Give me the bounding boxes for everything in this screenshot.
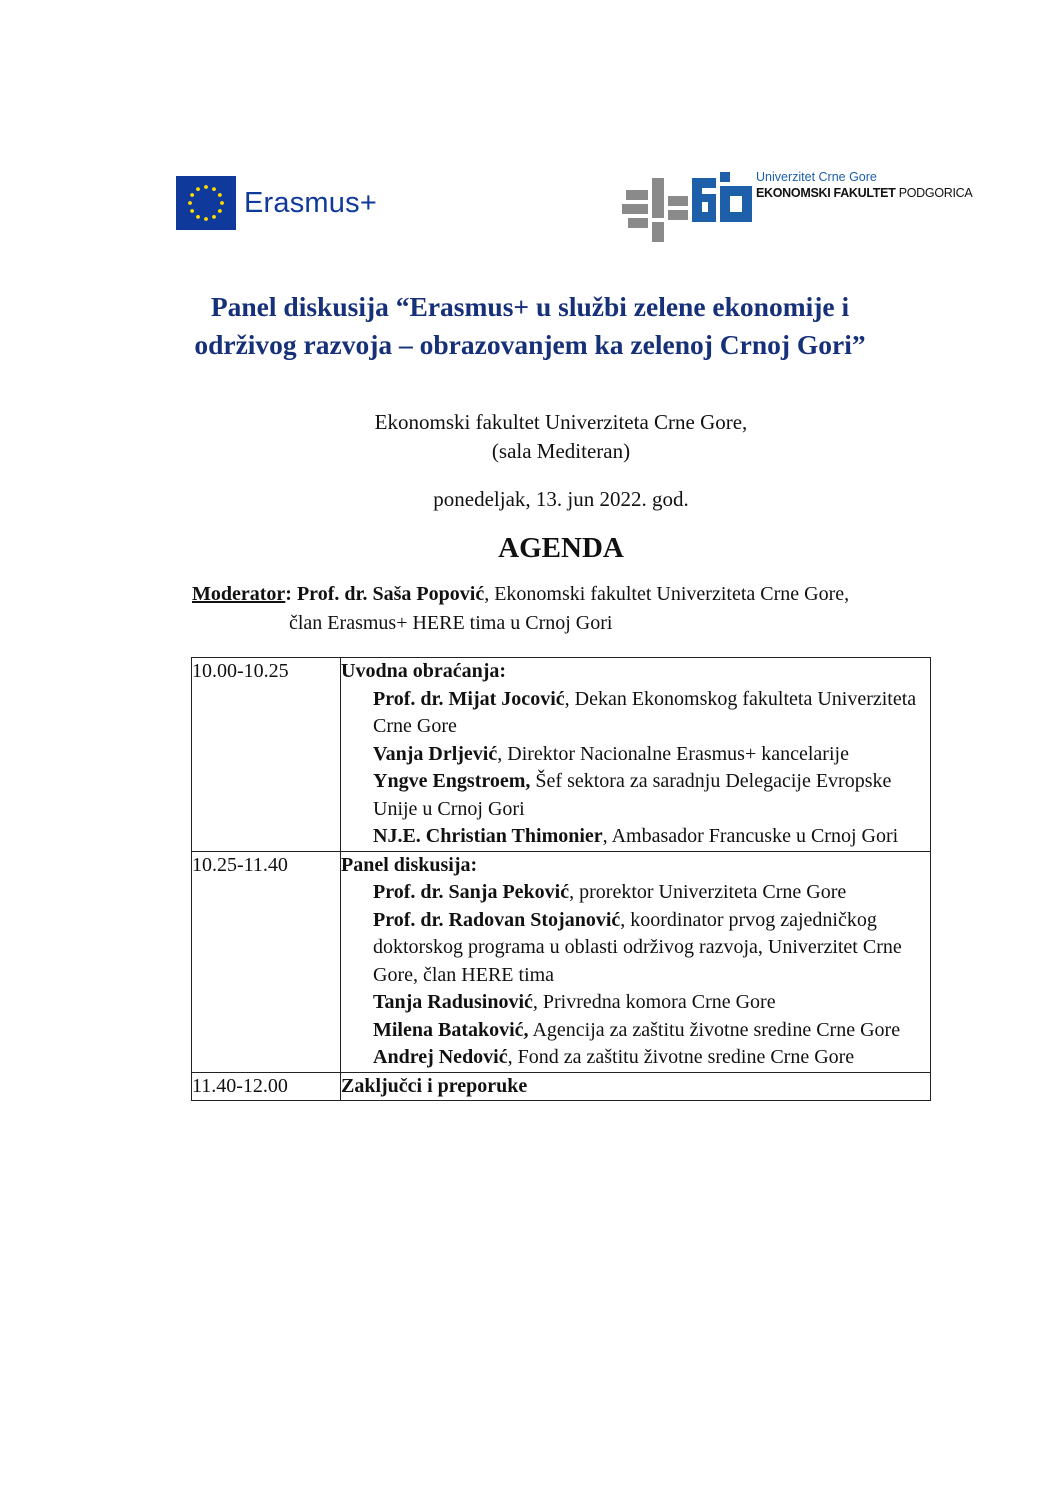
logo-bar <box>0 150 1059 250</box>
agenda-content <box>341 851 931 1072</box>
agenda-row <box>192 851 931 1072</box>
speaker-entry <box>341 879 930 907</box>
agenda-section-title: Zaključci i preporuke <box>341 1074 528 1097</box>
moderator-label: Moderator <box>192 583 286 605</box>
title-line-2: održivog razvoja – obrazovanjem ka zelenoj Crnoj Gori” <box>194 329 866 360</box>
speaker-entry <box>341 741 930 769</box>
agenda-content <box>341 658 931 852</box>
faculty-1960-mark-icon <box>622 156 756 250</box>
speaker-role: , Fond za zaštitu životne sredine Crne Gore <box>507 1046 855 1068</box>
faculty-name: EKONOMSKI FAKULTET PODGORICA <box>756 186 973 200</box>
speaker-role: , koordinator prvog zajedničkog doktorskog programa u oblasti održivog razvoja, Univerzitet Crne Gore, član HERE tima <box>373 908 902 986</box>
speaker-name: Tanja Radusinović <box>373 991 533 1013</box>
speaker-entry <box>341 989 930 1017</box>
speaker-name: Prof. dr. Radovan Stojanović <box>373 908 621 931</box>
speaker-role: Agencija za zaštitu životne sredine Crne Gore <box>528 1018 901 1041</box>
speaker-name: Milena Bataković, <box>373 1018 529 1041</box>
speaker-entry <box>341 1044 930 1072</box>
speaker-name: Prof. dr. Sanja Peković <box>373 881 570 903</box>
speaker-entry <box>341 823 930 851</box>
agenda-table <box>191 657 931 1101</box>
speaker-name: Vanja Drljević <box>373 742 498 765</box>
event-date: ponedeljak, 13. jun 2022. god. <box>433 487 689 511</box>
faculty-university-label: Univerzitet Crne Gore <box>756 170 877 184</box>
agenda-row <box>192 1072 931 1101</box>
page-title <box>150 288 910 364</box>
erasmus-logo <box>176 176 377 230</box>
moderator-name: Prof. dr. Saša Popović <box>296 583 485 605</box>
agenda-section-title: Uvodna obraćanja: <box>341 660 507 682</box>
speaker-role: , Ambasador Francuske u Crnoj Gori <box>602 825 899 847</box>
moderator-block: Moderator: Prof. dr. Saša Popović, Ekonomski fakultet Univerziteta Crne Gore, član Erasmus+ HERE tima u Crnoj Gori <box>192 580 952 638</box>
agenda-time: 10.25-11.40 <box>192 851 341 1072</box>
speaker-role: , Dekan Ekonomskog fakulteta Univerziteta Crne Gore <box>373 687 917 737</box>
agenda-heading: AGENDA <box>498 532 624 564</box>
speaker-entry <box>341 1017 930 1045</box>
agenda-content <box>341 1072 931 1101</box>
speaker-entry <box>341 768 930 823</box>
speaker-entry <box>341 686 930 741</box>
speaker-name: Yngve Engstroem, <box>373 770 531 792</box>
title-line-1: Panel diskusija “Erasmus+ u službi zelene ekonomije i <box>210 291 850 322</box>
speaker-name: NJ.E. Christian Thimonier <box>373 825 603 847</box>
moderator-affiliation: , Ekonomski fakultet Univerziteta Crne Gore, <box>484 583 850 605</box>
speaker-name: Prof. dr. Mijat Jocović <box>373 687 565 710</box>
speaker-role: , Direktor Nacionalne Erasmus+ kancelarije <box>497 742 849 765</box>
agenda-time: 10.00-10.25 <box>192 658 341 852</box>
ekonomski-fakultet-logo <box>622 156 973 250</box>
moderator-affiliation-2: član Erasmus+ HERE tima u Crnoj Gori <box>289 612 613 634</box>
venue-line-2: (sala Mediteran) <box>491 439 631 463</box>
speaker-entry <box>341 907 930 990</box>
agenda-time: 11.40-12.00 <box>192 1072 341 1101</box>
erasmus-wordmark: Erasmus+ <box>244 186 377 219</box>
agenda-row <box>192 658 931 852</box>
speaker-role: , prorektor Univerziteta Crne Gore <box>569 881 847 903</box>
speaker-role: , Privredna komora Crne Gore <box>532 991 776 1013</box>
eu-flag-icon <box>176 176 236 230</box>
speaker-name: Andrej Nedović <box>373 1046 508 1068</box>
venue-line-1: Ekonomski fakultet Univerziteta Crne Gore, <box>374 410 748 434</box>
speaker-role: Šef sektora za saradnju Delegacije Evropske Unije u Crnoj Gori <box>373 770 892 820</box>
agenda-section-title: Panel diskusija: <box>341 853 478 876</box>
